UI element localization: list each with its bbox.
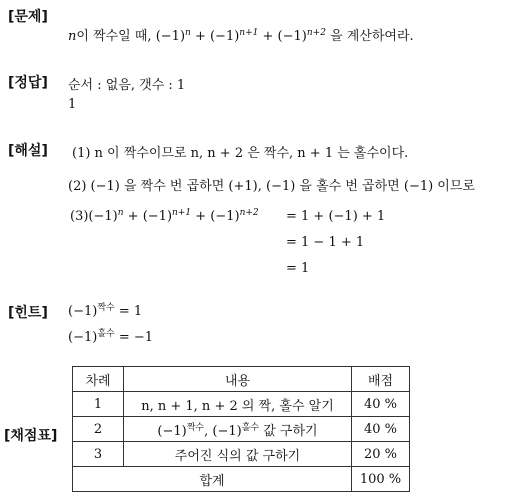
rubric-row-content: n, n + 1, n + 2 의 짝, 홀수 알기	[124, 392, 352, 417]
rubric-row-content: 주어진 식의 값 구하기	[124, 442, 352, 467]
explanation-step2: (2) (−1) 을 짝수 번 곱하면 (+1), (−1) 을 홀수 번 곱하면 (−1) 이므로	[68, 179, 475, 194]
answer-line2: 1	[68, 97, 77, 112]
rubric-row-no: 1	[73, 392, 124, 417]
rubric-label: [채점표]	[4, 428, 58, 444]
answer-label: [정답]	[8, 75, 48, 91]
rubric-total-score: 100 %	[352, 467, 410, 492]
rubric-row-no: 3	[73, 442, 124, 467]
rubric-row-content: $(-1)^{짝수}$, $(-1)^{홀수}$ 값 구하기	[124, 417, 352, 442]
eq-rhs-3: = 1	[286, 261, 310, 276]
eq-rhs-2: = 1 − 1 + 1	[286, 235, 365, 250]
rubric-header-content: 내용	[124, 367, 352, 392]
rubric-table	[72, 366, 410, 492]
hint-odd: $(-1)^{홀수} = -1$	[68, 329, 154, 345]
rubric-row-no: 2	[73, 417, 124, 442]
table-row	[73, 417, 410, 442]
rubric-header-row	[73, 367, 410, 392]
rubric-row-score: 40 %	[352, 417, 410, 442]
problem-label: [문제]	[8, 9, 48, 25]
rubric-total-label: 합계	[73, 467, 352, 492]
eq-lhs: $(3)(-1)^n + (-1)^{n+1} + (-1)^{n+2}$	[70, 208, 259, 224]
explanation-label: [해설]	[8, 143, 48, 159]
rubric-row-score: 40 %	[352, 392, 410, 417]
problem-text: n이 짝수일 때, $(-1)^n + (-1)^{n+1} + (-1)^{n+2}$ 을 계산하여라.	[68, 28, 414, 44]
table-row	[73, 442, 410, 467]
rubric-row-score: 20 %	[352, 442, 410, 467]
hint-label: [힌트]	[8, 305, 48, 321]
rubric-header-score: 배점	[352, 367, 410, 392]
answer-line1: 순서 : 없음, 갯수 : 1	[68, 78, 186, 93]
eq-rhs-1: = 1 + (−1) + 1	[286, 209, 386, 224]
rubric-header-order: 차례	[73, 367, 124, 392]
explanation-step1: (1) n 이 짝수이므로 n, n + 2 은 짝수, n + 1 는 홀수이다.	[72, 146, 409, 161]
table-row	[73, 392, 410, 417]
hint-even: $(-1)^{짝수} = 1$	[68, 303, 143, 319]
rubric-total-row	[73, 467, 410, 492]
